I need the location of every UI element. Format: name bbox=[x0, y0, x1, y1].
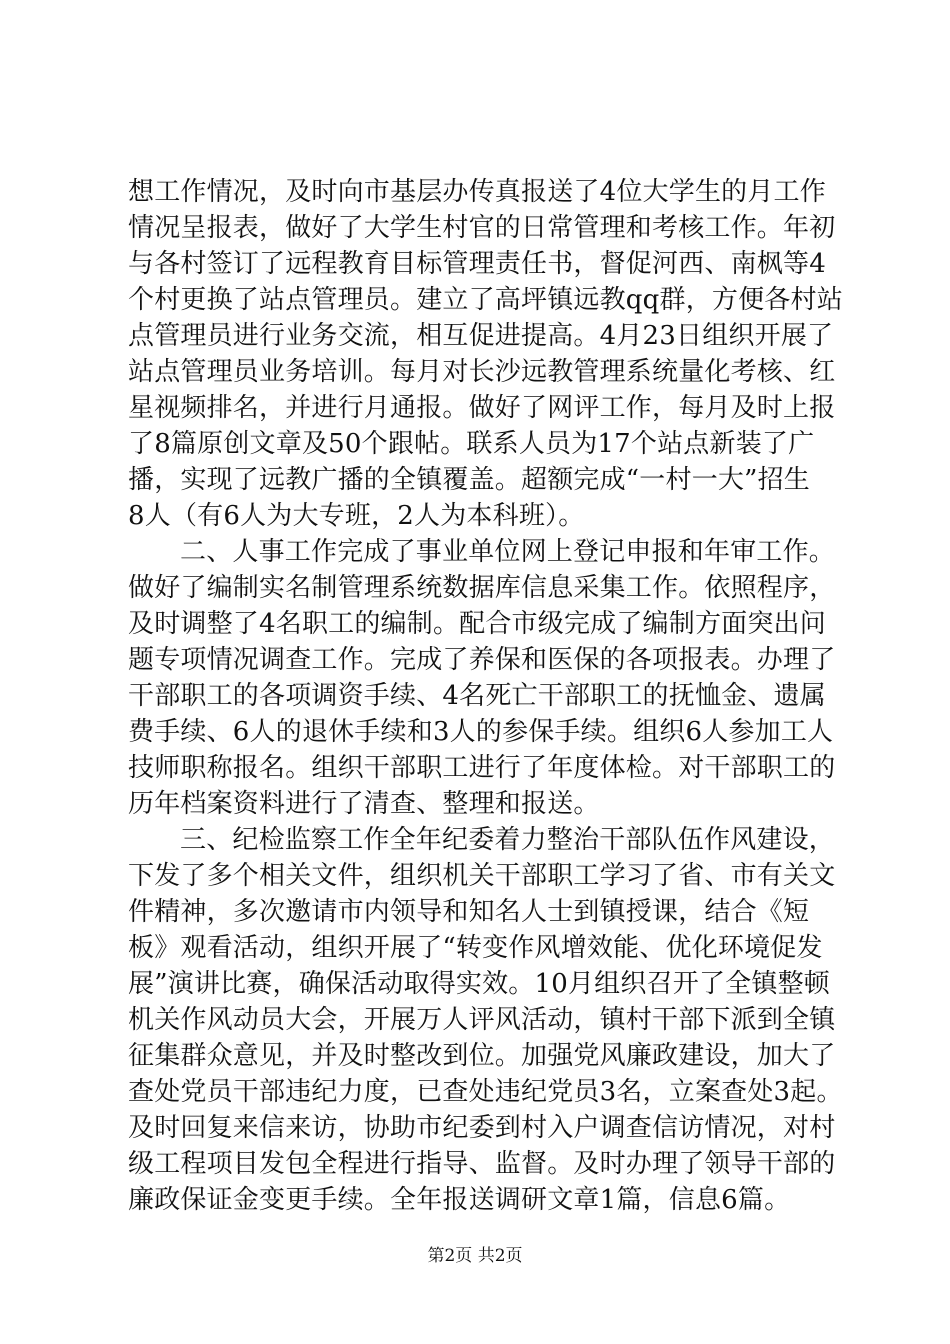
paragraph-first-line: 二、人事工作完成了事业单位网上登记申报和年审工作。 bbox=[180, 537, 836, 567]
text-line: 想工作情况，及时向市基层办传真报送了4位大学生的月工作 bbox=[128, 177, 826, 207]
text-line: 播，实现了远教广播的全镇覆盖。超额完成“一村一大”招生 bbox=[128, 465, 810, 495]
text-line: 星视频排名，并进行月通报。做好了网评工作，每月及时上报 bbox=[128, 393, 836, 423]
text-line: 点管理员进行业务交流，相互促进提高。4月23日组织开展了 bbox=[128, 321, 834, 351]
text-line: 个村更换了站点管理员。建立了高坪镇远教qq群，方便各村站 bbox=[128, 285, 843, 315]
text-line: 级工程项目发包全程进行指导、监督。及时办理了领导干部的 bbox=[128, 1149, 836, 1179]
text-line: 廉政保证金变更手续。全年报送调研文章1篇，信息6篇。 bbox=[128, 1185, 791, 1215]
text-line: 征集群众意见，并及时整改到位。加强党风廉政建设，加大了 bbox=[128, 1041, 836, 1071]
text-line: 历年档案资料进行了清查、整理和报送。 bbox=[128, 789, 600, 819]
text-line: 展”演讲比赛，确保活动取得实效。10月组织召开了全镇整顿 bbox=[128, 969, 830, 999]
text-line: 题专项情况调查工作。完成了养保和医保的各项报表。办理了 bbox=[128, 645, 836, 675]
text-line: 情况呈报表，做好了大学生村官的日常管理和考核工作。年初 bbox=[128, 213, 836, 243]
text-line: 做好了编制实名制管理系统数据库信息采集工作。依照程序， bbox=[128, 573, 836, 603]
text-line: 件精神，多次邀请市内领导和知名人士到镇授课，结合《短 bbox=[128, 897, 810, 927]
text-line: 了8篇原创文章及50个跟帖。联系人员为17个站点新装了广 bbox=[128, 429, 815, 459]
text-line: 费手续、6人的退休手续和3人的参保手续。组织6人参加工人 bbox=[128, 717, 834, 747]
text-line: 与各村签订了远程教育目标管理责任书，督促河西、南枫等4 bbox=[128, 249, 826, 279]
text-line: 机关作风动员大会，开展万人评风活动，镇村干部下派到全镇 bbox=[128, 1005, 836, 1035]
paragraph-first-line: 三、纪检监察工作全年纪委着力整治干部队伍作风建设， bbox=[180, 825, 836, 855]
text-line: 站点管理员业务培训。每月对长沙远教管理系统量化考核、红 bbox=[128, 357, 836, 387]
text-line: 查处党员干部违纪力度，已查处违纪党员3名，立案查处3起。 bbox=[128, 1077, 843, 1107]
text-line: 8人（有6人为大专班，2人为本科班）。 bbox=[128, 501, 585, 531]
text-line: 技师职称报名。组织干部职工进行了年度体检。对干部职工的 bbox=[128, 753, 836, 783]
text-line: 下发了多个相关文件，组织机关干部职工学习了省、市有关文 bbox=[128, 861, 836, 891]
text-line: 板》观看活动，组织开展了“转变作风增效能、优化环境促发 bbox=[128, 933, 823, 963]
text-line: 干部职工的各项调资手续、4名死亡干部职工的抚恤金、遗属 bbox=[128, 681, 826, 711]
page-number-footer: 第2页 共2页 bbox=[427, 1246, 523, 1266]
text-line: 及时调整了4名职工的编制。配合市级完成了编制方面突出问 bbox=[128, 609, 826, 639]
text-line: 及时回复来信来访，协助市纪委到村入户调查信访情况，对村 bbox=[128, 1113, 836, 1143]
